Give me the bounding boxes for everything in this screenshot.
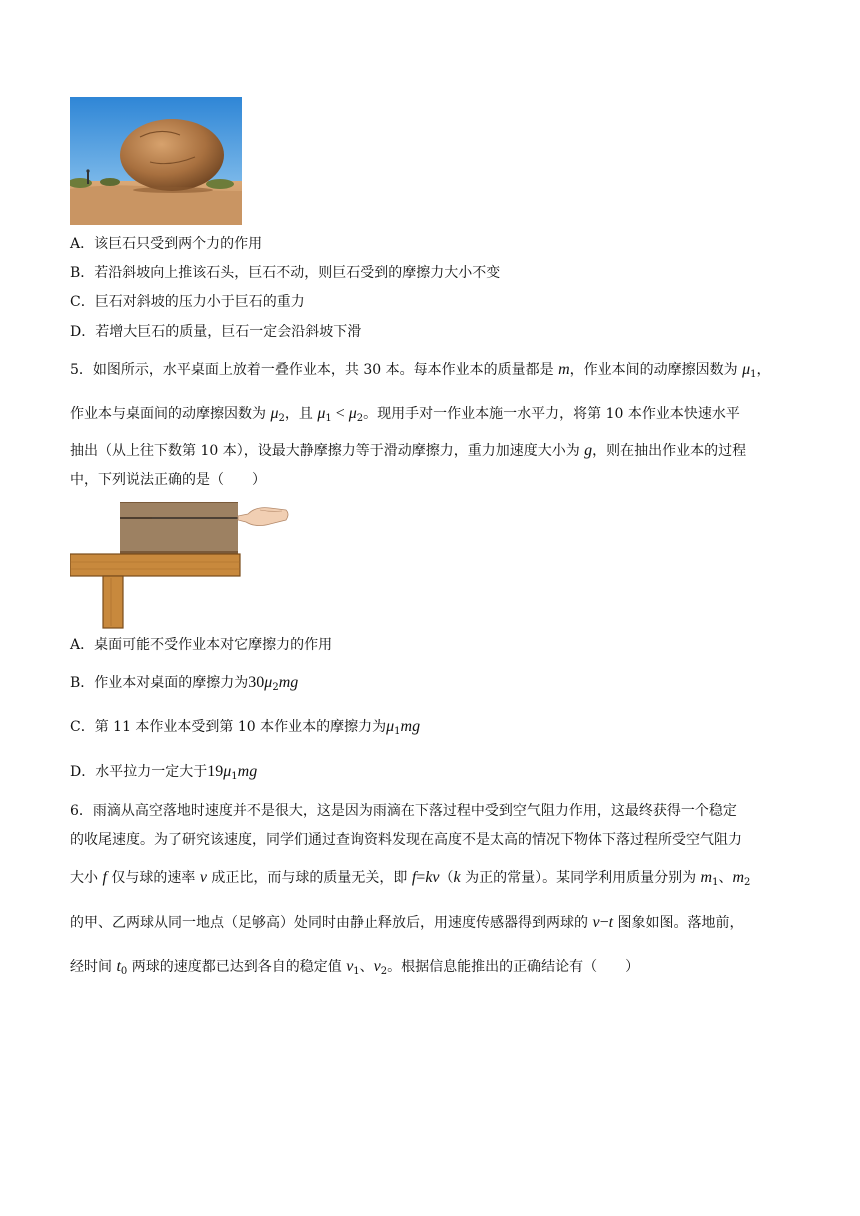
symbol-mu: μ: [348, 405, 357, 422]
q5-stem-line-3: [70, 441, 746, 461]
symbol-kv: kv: [425, 869, 440, 886]
symbol-v: v: [373, 958, 381, 975]
symbol-mg: mg: [278, 674, 299, 691]
q6-stem-line-5: [70, 957, 639, 982]
q5-text: ，: [756, 362, 771, 378]
q5-text: ，且: [284, 406, 318, 422]
q6-text: 、: [718, 870, 733, 886]
q5-option-d: [70, 762, 257, 787]
subscript: 2: [744, 877, 751, 888]
q5-text: B．作业本对桌面的摩擦力为: [70, 675, 249, 691]
q6-text: 为正的常量）。某同学利用质量分别为: [460, 870, 701, 886]
q4-option-b: B．若沿斜坡向上推该石头，巨石不动，则巨石受到的摩擦力大小不变: [70, 265, 501, 281]
subscript: 1: [750, 369, 757, 380]
q4-option-c: C．巨石对斜坡的压力小于巨石的重力: [70, 294, 305, 310]
q5-text: 5．如图所示，水平桌面上放着一叠作业本，共 30 本。每本作业本的质量都是: [70, 362, 559, 378]
q4-option-d: D．若增大巨石的质量，巨石一定会沿斜坡下滑: [70, 324, 362, 340]
q5-text: ，作业本间的动摩擦因数为: [569, 362, 743, 378]
q6-stem-line-2: 的收尾速度。为了研究该速度，同学们通过查询资料发现在高度不是太高的情况下物体下落过程所受空气阻力: [70, 832, 742, 848]
symbol-g: g: [584, 442, 593, 459]
subscript: 1: [353, 966, 360, 977]
subscript: 2: [278, 413, 285, 424]
q5-stem-line-4: 中，下列说法正确的是（ ）: [70, 472, 266, 488]
q5-stem-line-1: [70, 360, 771, 385]
q6-text: 大小: [70, 870, 103, 886]
symbol-mu: μ: [386, 718, 395, 735]
symbol-t: t: [116, 958, 121, 975]
q5-stem-line-2: [70, 404, 740, 429]
q5-option-c: [70, 717, 420, 742]
symbol-lt: <: [331, 405, 349, 422]
symbol-mg: mg: [237, 763, 258, 780]
number: 19: [207, 763, 224, 780]
subscript: 1: [231, 771, 238, 782]
subscript: 1: [712, 877, 719, 888]
q5-option-b: [70, 673, 298, 698]
symbol-v: v: [346, 958, 354, 975]
hand-icon: [238, 508, 288, 526]
symbol-k: k: [453, 869, 461, 886]
q5-text: 。现用手对一作业本施一水平力，将第 10 本作业本快速水平: [363, 406, 740, 422]
q6-text: 成正比，而与球的质量无关，即: [206, 870, 412, 886]
books-table-figure: [70, 500, 295, 630]
subscript: 0: [120, 966, 128, 977]
symbol-mu: μ: [317, 405, 326, 422]
q6-text: 的甲、乙两球从同一地点（足够高）处同时由静止释放后，用速度传感器得到两球的: [70, 915, 593, 931]
subscript: 1: [325, 413, 332, 424]
boulder-photo: [70, 97, 242, 225]
q6-stem-line-4: [70, 913, 744, 933]
symbol-f: f: [102, 869, 107, 886]
subscript: 2: [272, 682, 279, 693]
q5-option-a: A．桌面可能不受作业本对它摩擦力的作用: [70, 637, 333, 653]
q4-option-a: A．该巨石只受到两个力的作用: [70, 236, 263, 252]
number: 30: [248, 674, 265, 691]
symbol-f: f: [411, 869, 417, 886]
symbol-mu: μ: [223, 763, 232, 780]
q5-text: D．水平拉力一定大于: [70, 764, 208, 780]
table: [70, 554, 240, 628]
q5-text: 作业本与桌面间的动摩擦因数为: [70, 406, 271, 422]
q6-text: 。根据信息能推出的正确结论有（ ）: [387, 959, 640, 975]
symbol-m: m: [558, 361, 570, 378]
symbol-m: m: [700, 869, 713, 886]
subscript: 2: [380, 966, 388, 977]
q6-stem-line-3: [70, 868, 750, 893]
symbol-mu: μ: [742, 361, 751, 378]
symbol-mg: mg: [400, 718, 421, 735]
symbol-m: m: [732, 869, 745, 886]
q6-text: （: [439, 870, 454, 886]
q5-text: ，则在抽出作业本的过程: [592, 443, 747, 459]
q6-text: 两球的速度都已达到各自的稳定值: [127, 959, 347, 975]
q5-text: 抽出（从上往下数第 10 本），设最大静摩擦力等于滑动摩擦力，重力加速度大小为: [70, 443, 585, 459]
subscript: 1: [394, 726, 401, 737]
symbol-v: v: [592, 914, 600, 931]
symbol-mu: μ: [264, 674, 273, 691]
q5-text: C．第 11 本作业本受到第 10 本作业本的摩擦力为: [70, 719, 387, 735]
symbol-mu: μ: [270, 405, 279, 422]
symbol-v: v: [199, 869, 207, 886]
q6-stem-line-1: 6．雨滴从高空落地时速度并不是很大，这是因为雨滴在下落过程中受到空气阻力作用，这最终获得一个稳定: [70, 803, 737, 819]
subscript: 2: [356, 413, 364, 424]
q6-text: 、: [359, 959, 374, 975]
symbol-eq: =: [416, 869, 426, 886]
book-stack: [120, 502, 238, 554]
q6-text: 图象如图。落地前，: [613, 915, 744, 931]
q6-text: 经时间: [70, 959, 117, 975]
q6-text: 仅与球的速率: [106, 870, 200, 886]
symbol-dash: −: [599, 914, 609, 931]
symbol-t: t: [608, 914, 614, 931]
